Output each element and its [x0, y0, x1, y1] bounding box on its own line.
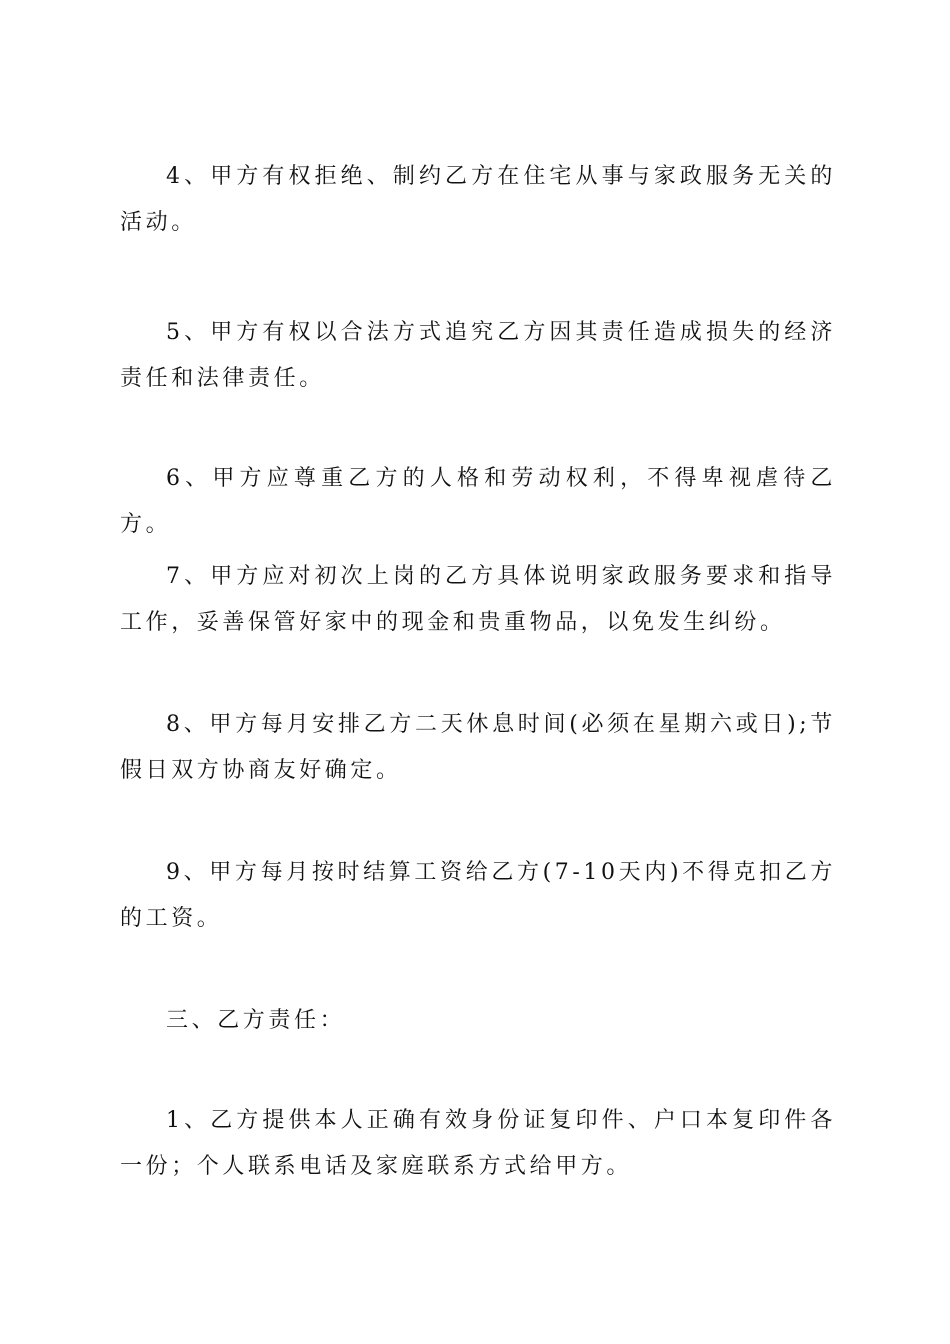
clause-9-paragraph: 9、甲方每月按时结算工资给乙方(7-10天内)不得克扣乙方的工资。	[120, 860, 836, 931]
section-3-heading: 三、乙方责任：	[166, 1008, 346, 1033]
clause-5-paragraph: 5、甲方有权以合法方式追究乙方因其责任造成损失的经济责任和法律责任。	[120, 320, 836, 391]
party-b-clause-1-paragraph: 1、乙方提供本人正确有效身份证复印件、户口本复印件各一份；个人联系电话及家庭联系方式给甲方。	[120, 1108, 836, 1179]
clause-7-paragraph: 7、甲方应对初次上岗的乙方具体说明家政服务要求和指导工作，妥善保管好家中的现金和贵重物品，以免发生纠纷。	[120, 564, 836, 635]
clause-6-paragraph: 6、甲方应尊重乙方的人格和劳动权利，不得卑视虐待乙方。	[120, 466, 836, 537]
clause-4-paragraph: 4、甲方有权拒绝、制约乙方在住宅从事与家政服务无关的活动。	[120, 164, 836, 235]
clause-8-paragraph: 8、甲方每月安排乙方二天休息时间(必须在星期六或日);节假日双方协商友好确定。	[120, 712, 836, 783]
